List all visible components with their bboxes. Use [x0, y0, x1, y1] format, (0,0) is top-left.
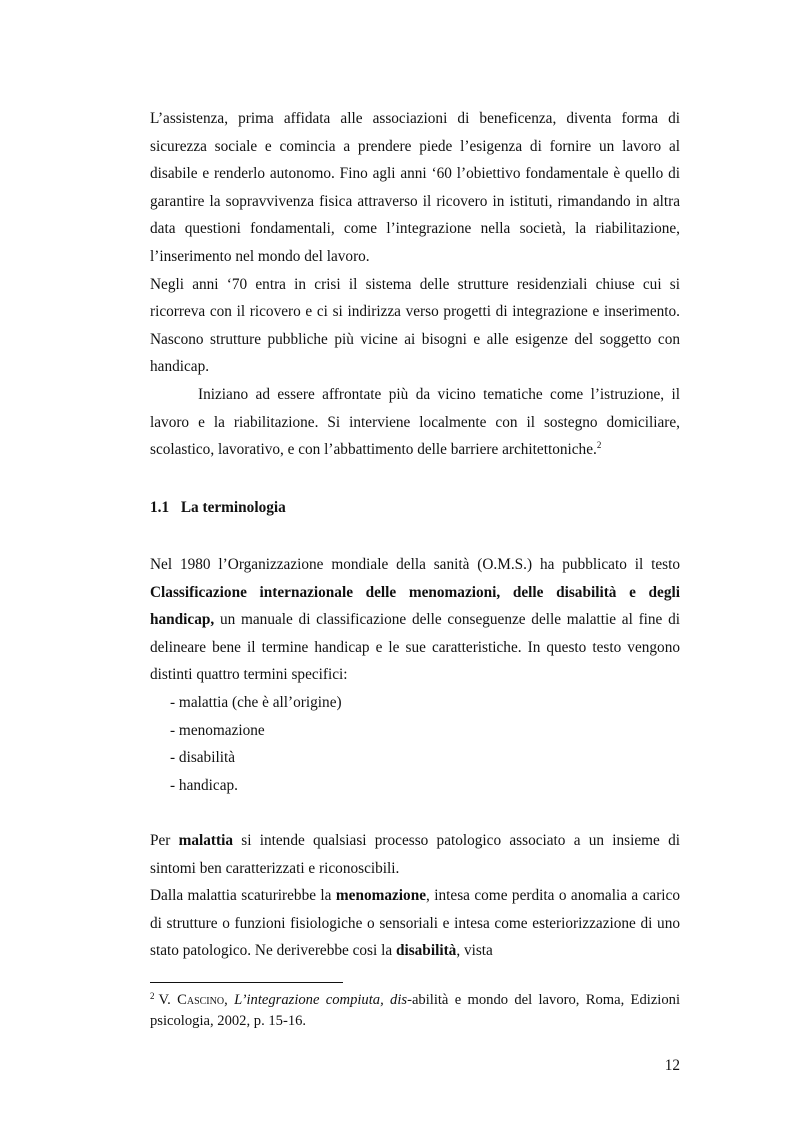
section-heading [150, 499, 286, 517]
footnote-rest: -abilità e mondo del lavoro, Roma, Edizioni psicologia, 2002, p. 15-16. [150, 992, 681, 1029]
paragraph-3-text: Iniziano ad essere affrontate più da vicino tematiche come l’istruzione, il lavoro e la riabilitazione. Si interviene localmente con il sostegno domiciliare, scolastico, lavorativo, e con l’abbattimento delle barriere architettoniche. [150, 385, 680, 459]
footnote-reference[interactable]: 2 [596, 440, 602, 451]
section-title: La terminologia [180, 499, 286, 516]
term-menomazione: menomazione [335, 887, 426, 905]
def2-prefix: Dalla malattia scaturirebbe la [150, 887, 336, 905]
book-title: Classificazione internazionale delle menomazioni, delle disabilità e degli handicap, [150, 583, 680, 629]
intro-before: Nel 1980 l’Organizzazione mondiale della sanità (O.M.S.) ha pubblicato il testo [150, 556, 680, 573]
page-number: 12 [664, 1057, 680, 1074]
intro-after: un manuale di classificazione delle conseguenze delle malattie al fine di delineare bene il termine handicap e le sue caratteristiche. In questo testo vengono distinti quattro termini specifici: [150, 611, 680, 684]
footnote-separator-text: , [224, 992, 235, 1008]
paragraph-3 [150, 381, 680, 464]
footnote-separator [150, 982, 343, 983]
definition-malattia [150, 827, 680, 882]
footnote-title: L’integrazione compiuta, dis [234, 992, 408, 1008]
def1-prefix: Per [150, 832, 179, 849]
list-item: - handicap. [170, 776, 238, 794]
definition-menomazione [150, 882, 680, 965]
def2-text: , intesa come perdita o anomalia a carico di strutture o funzioni fisiologiche o sensoriali e intesa come esteriorizzazione di uno stato patologico. Ne deriverebbe cosi la [150, 887, 680, 960]
footnote-mark: 2 [150, 991, 155, 1001]
list-item: - menomazione [170, 721, 265, 739]
intro-paragraph [150, 551, 680, 689]
section-number: 1.1 [150, 499, 170, 516]
paragraph-1: L’assistenza, prima affidata alle associazioni di beneficenza, diventa forma di sicurezza sociale e comincia a prendere piede l’esigenza di fornire un lavoro al disabile e renderlo autonomo. Fino agli anni ‘60 l’obiettivo fondamentale è quello di garantire la sopravvivenza fisica attraverso il ricovero in istituti, rimandando in altra data questioni fondamentali, come l’integrazione nella società, la riabilitazione, l’inserimento nel mondo del lavoro. [150, 110, 680, 265]
list-item: - disabilità [170, 749, 235, 767]
footnote-author-initial: V. [158, 992, 178, 1008]
footnote [150, 986, 680, 1032]
paragraph-2: Negli anni ‘70 entra in crisi il sistema delle strutture residenziali chiuse cui si ricorreva con il ricovero e ci si indirizza verso progetti di integrazione e inserimento. Nascono strutture pubbliche più vicine ai bisogni e alle esigenze del soggetto con handicap. [150, 275, 680, 376]
term-disabilita: disabilità [395, 942, 457, 960]
body-text [150, 105, 680, 464]
terms-list [150, 689, 680, 799]
section-intro [150, 551, 680, 799]
def1-text: si intende qualsiasi processo patologico associato a un insieme di sintomi ben caratterizzati e riconoscibili. [150, 832, 680, 877]
definitions [150, 827, 680, 965]
footnote-author-surname: Cascino [177, 992, 225, 1008]
def2-suffix: , vista [456, 942, 493, 960]
list-item: - malattia (che è all’origine) [170, 693, 342, 711]
term-malattia: malattia [178, 832, 234, 849]
